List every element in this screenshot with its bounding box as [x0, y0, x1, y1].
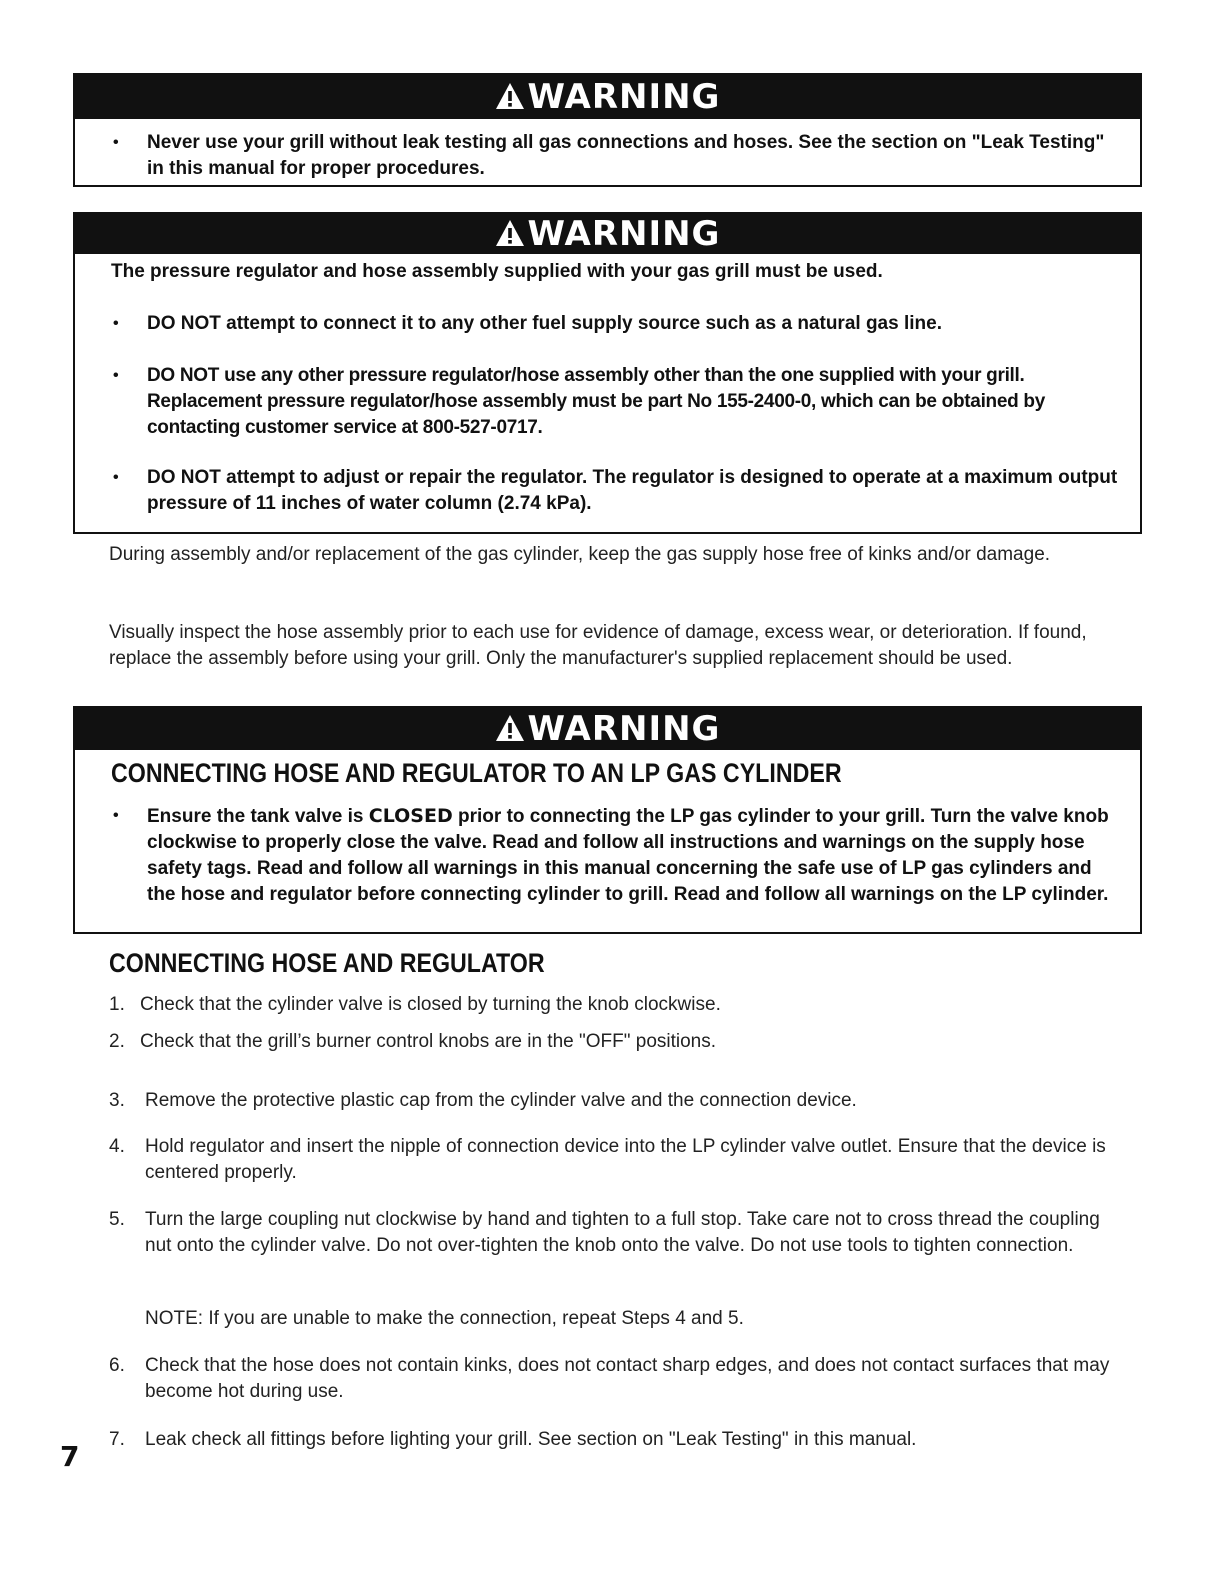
step-item: 5. Turn the large coupling nut clockwise by hand and tighten to a full stop. Take care not to cross thread the coupling nut onto the cylinder valve. Do not over-tighten the knob onto the valve. Do not use tools to tighten connection. [109, 1209, 1100, 1256]
step-item: 3. Remove the protective plastic cap from the cylinder valve and the connection device. [109, 1090, 857, 1111]
warning-box-3 [73, 706, 1142, 934]
step-item: 4. Hold regulator and insert the nipple of connection device into the LP cylinder valve outlet. Ensure that the device is centered properly. [109, 1136, 1106, 1183]
section-heading: CONNECTING HOSE AND REGULATOR [109, 948, 545, 978]
warning-box-2 [73, 212, 1142, 534]
warning-bullet: • DO NOT use any other pressure regulator/hose assembly other than the one supplied with your grill. Replacement pressure regulator/hose assembly must be part No 155-2400-0, which can be obtained by contacting customer service at 800-527-0717. [113, 365, 1045, 438]
warning-box-1 [73, 73, 1142, 187]
step-item: 6. Check that the hose does not contain kinks, does not contact sharp edges, and does not contact surfaces that may become hot during use. [109, 1355, 1110, 1402]
warning-header [75, 708, 1140, 750]
warning-triangle-icon [495, 714, 525, 742]
warning-bullet: • Ensure the tank valve is CLOSED prior to connecting the LP gas cylinder to your grill. Turn the valve knob clockwise to properly close the valve. Read and follow all instructions and warnings on the supply hose safety tags. Read and follow all warnings in this manual concerning the safe use of LP gas cylinders and the hose and regulator before connecting cylinder to grill. Read and follow all warnings on the LP cylinder. [113, 805, 1109, 905]
warning-bullet: • DO NOT attempt to adjust or repair the regulator. The regulator is designed to operate at a maximum output pressure of 11 inches of water column (2.74 kPa). [113, 467, 1118, 514]
warning-heading: CONNECTING HOSE AND REGULATOR TO AN LP GAS CYLINDER [111, 758, 842, 788]
warning-label: WARNING [527, 709, 721, 749]
closed-emphasis: CLOSED [368, 805, 453, 827]
step-item: 7. Leak check all fittings before lighting your grill. See section on "Leak Testing" in this manual. [109, 1429, 917, 1450]
warning-header [75, 75, 1140, 119]
step-item: 1. Check that the cylinder valve is closed by turning the knob clockwise. [109, 994, 721, 1015]
warning-bullet: • DO NOT attempt to connect it to any other fuel supply source such as a natural gas line. [113, 313, 942, 334]
warning-label: WARNING [527, 214, 721, 254]
warning-lead: The pressure regulator and hose assembly supplied with your gas grill must be used. [111, 261, 883, 282]
warning-label: WARNING [527, 77, 721, 117]
step-item: 2. Check that the grill’s burner control knobs are in the "OFF" positions. [109, 1031, 717, 1052]
page-number: 7 [60, 1440, 80, 1473]
body-paragraph: Visually inspect the hose assembly prior to each use for evidence of damage, excess wear, or deterioration. If found, replace the assembly before using your grill. Only the manufacturer's supplied replacement should be used. [109, 622, 1087, 669]
warning-bullet: • Never use your grill without leak testing all gas connections and hoses. See the section on "Leak Testing" in this manual for proper procedures. [113, 132, 1105, 179]
warning-triangle-icon [495, 82, 525, 110]
step-note: NOTE: If you are unable to make the connection, repeat Steps 4 and 5. [145, 1308, 744, 1329]
warning-header [75, 214, 1140, 254]
warning-triangle-icon [495, 219, 525, 247]
body-paragraph: During assembly and/or replacement of the gas cylinder, keep the gas supply hose free of kinks and/or damage. [109, 544, 1051, 565]
